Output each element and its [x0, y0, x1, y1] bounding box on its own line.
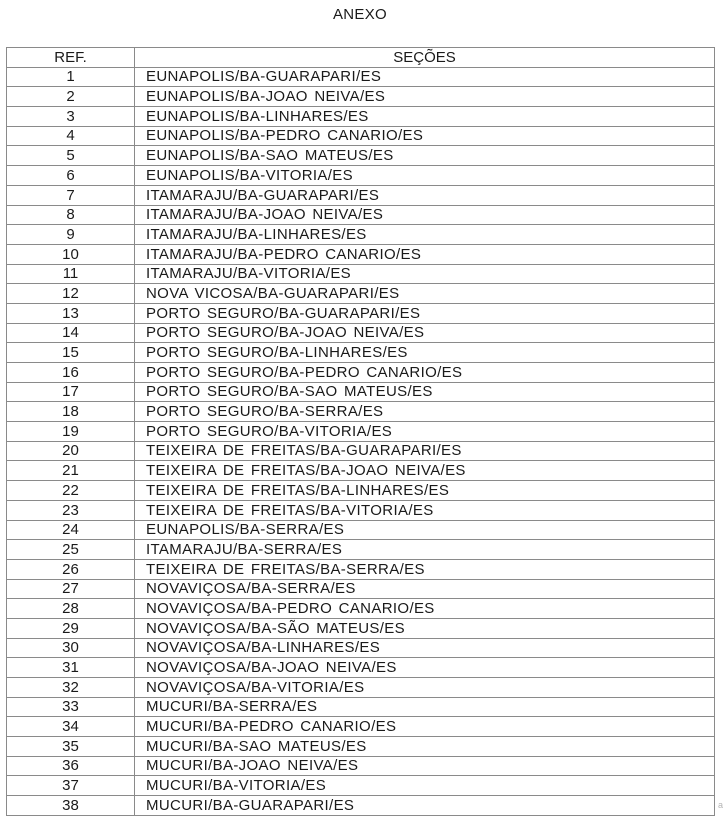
table-row [7, 264, 715, 284]
table-row [7, 618, 715, 638]
secao-cell: EUNAPOLIS/BA-LINHARES/ES [135, 107, 715, 127]
ref-cell: 30 [7, 638, 135, 658]
secao-cell: PORTO SEGURO/BA-GUARAPARI/ES [135, 303, 715, 323]
table-row [7, 107, 715, 127]
table-row [7, 796, 715, 816]
secao-cell: NOVAVIÇOSA/BA-PEDRO CANARIO/ES [135, 599, 715, 619]
ref-cell: 18 [7, 402, 135, 422]
table-row [7, 481, 715, 501]
table-row [7, 244, 715, 264]
table-row [7, 737, 715, 757]
secao-cell: MUCURI/BA-SERRA/ES [135, 697, 715, 717]
secao-cell: ITAMARAJU/BA-VITORIA/ES [135, 264, 715, 284]
secao-cell: ITAMARAJU/BA-JOAO NEIVA/ES [135, 205, 715, 225]
table-row [7, 658, 715, 678]
secao-cell: NOVAVIÇOSA/BA-JOAO NEIVA/ES [135, 658, 715, 678]
ref-cell: 3 [7, 107, 135, 127]
ref-cell: 28 [7, 599, 135, 619]
ref-cell: 17 [7, 382, 135, 402]
table-row [7, 402, 715, 422]
ref-cell: 11 [7, 264, 135, 284]
ref-cell: 35 [7, 737, 135, 757]
table-row [7, 363, 715, 383]
secao-cell: MUCURI/BA-JOAO NEIVA/ES [135, 756, 715, 776]
ref-cell: 23 [7, 500, 135, 520]
table-row [7, 284, 715, 304]
secao-cell: ITAMARAJU/BA-GUARAPARI/ES [135, 185, 715, 205]
secao-cell: TEIXEIRA DE FREITAS/BA-VITORIA/ES [135, 500, 715, 520]
secao-cell: ITAMARAJU/BA-SERRA/ES [135, 540, 715, 560]
secao-cell: NOVA VICOSA/BA-GUARAPARI/ES [135, 284, 715, 304]
header-secoes: SEÇÕES [135, 48, 715, 68]
ref-cell: 31 [7, 658, 135, 678]
table-row [7, 717, 715, 737]
table-row [7, 678, 715, 698]
sections-table [6, 47, 715, 816]
secao-cell: PORTO SEGURO/BA-SAO MATEUS/ES [135, 382, 715, 402]
table-row [7, 520, 715, 540]
table-header-row [7, 48, 715, 68]
table-row [7, 87, 715, 107]
ref-cell: 34 [7, 717, 135, 737]
table-row [7, 540, 715, 560]
table-row [7, 382, 715, 402]
table-row [7, 205, 715, 225]
ref-cell: 33 [7, 697, 135, 717]
ref-cell: 26 [7, 559, 135, 579]
table-row [7, 559, 715, 579]
ref-cell: 2 [7, 87, 135, 107]
secao-cell: NOVAVIÇOSA/BA-SÃO MATEUS/ES [135, 618, 715, 638]
ref-cell: 36 [7, 756, 135, 776]
ref-cell: 5 [7, 146, 135, 166]
header-ref: REF. [7, 48, 135, 68]
secao-cell: EUNAPOLIS/BA-SERRA/ES [135, 520, 715, 540]
table-row [7, 638, 715, 658]
ref-cell: 19 [7, 422, 135, 442]
secao-cell: TEIXEIRA DE FREITAS/BA-GUARAPARI/ES [135, 441, 715, 461]
table-row [7, 461, 715, 481]
secao-cell: TEIXEIRA DE FREITAS/BA-SERRA/ES [135, 559, 715, 579]
table-row [7, 599, 715, 619]
table-row [7, 579, 715, 599]
secao-cell: PORTO SEGURO/BA-PEDRO CANARIO/ES [135, 363, 715, 383]
secao-cell: TEIXEIRA DE FREITAS/BA-LINHARES/ES [135, 481, 715, 501]
ref-cell: 24 [7, 520, 135, 540]
secao-cell: PORTO SEGURO/BA-LINHARES/ES [135, 343, 715, 363]
table-row [7, 422, 715, 442]
table-row [7, 303, 715, 323]
secao-cell: PORTO SEGURO/BA-SERRA/ES [135, 402, 715, 422]
ref-cell: 37 [7, 776, 135, 796]
ref-cell: 25 [7, 540, 135, 560]
ref-cell: 1 [7, 67, 135, 87]
ref-cell: 32 [7, 678, 135, 698]
ref-cell: 9 [7, 225, 135, 245]
secao-cell: NOVAVIÇOSA/BA-SERRA/ES [135, 579, 715, 599]
table-row [7, 776, 715, 796]
ref-cell: 12 [7, 284, 135, 304]
ref-cell: 15 [7, 343, 135, 363]
table-row [7, 126, 715, 146]
ref-cell: 38 [7, 796, 135, 816]
secao-cell: TEIXEIRA DE FREITAS/BA-JOAO NEIVA/ES [135, 461, 715, 481]
secao-cell: EUNAPOLIS/BA-PEDRO CANARIO/ES [135, 126, 715, 146]
table-row [7, 225, 715, 245]
table-row [7, 756, 715, 776]
ref-cell: 4 [7, 126, 135, 146]
ref-cell: 27 [7, 579, 135, 599]
table-body [7, 67, 715, 815]
ref-cell: 7 [7, 185, 135, 205]
secao-cell: MUCURI/BA-VITORIA/ES [135, 776, 715, 796]
document-title: ANEXO [332, 6, 387, 23]
secao-cell: MUCURI/BA-PEDRO CANARIO/ES [135, 717, 715, 737]
secao-cell: MUCURI/BA-GUARAPARI/ES [135, 796, 715, 816]
sections-table-container [6, 47, 714, 816]
ref-cell: 13 [7, 303, 135, 323]
secao-cell: PORTO SEGURO/BA-JOAO NEIVA/ES [135, 323, 715, 343]
secao-cell: ITAMARAJU/BA-PEDRO CANARIO/ES [135, 244, 715, 264]
table-row [7, 185, 715, 205]
table-row [7, 500, 715, 520]
ref-cell: 20 [7, 441, 135, 461]
ref-cell: 8 [7, 205, 135, 225]
table-row [7, 146, 715, 166]
ref-cell: 14 [7, 323, 135, 343]
table-row [7, 166, 715, 186]
table-row [7, 697, 715, 717]
secao-cell: ITAMARAJU/BA-LINHARES/ES [135, 225, 715, 245]
secao-cell: MUCURI/BA-SAO MATEUS/ES [135, 737, 715, 757]
table-row [7, 67, 715, 87]
secao-cell: NOVAVIÇOSA/BA-LINHARES/ES [135, 638, 715, 658]
ref-cell: 29 [7, 618, 135, 638]
secao-cell: EUNAPOLIS/BA-GUARAPARI/ES [135, 67, 715, 87]
table-row [7, 343, 715, 363]
table-row [7, 323, 715, 343]
secao-cell: EUNAPOLIS/BA-JOAO NEIVA/ES [135, 87, 715, 107]
ref-cell: 21 [7, 461, 135, 481]
edge-mark: a [718, 800, 724, 810]
secao-cell: EUNAPOLIS/BA-VITORIA/ES [135, 166, 715, 186]
secao-cell: PORTO SEGURO/BA-VITORIA/ES [135, 422, 715, 442]
table-row [7, 441, 715, 461]
secao-cell: EUNAPOLIS/BA-SAO MATEUS/ES [135, 146, 715, 166]
ref-cell: 16 [7, 363, 135, 383]
ref-cell: 6 [7, 166, 135, 186]
secao-cell: NOVAVIÇOSA/BA-VITORIA/ES [135, 678, 715, 698]
ref-cell: 22 [7, 481, 135, 501]
ref-cell: 10 [7, 244, 135, 264]
